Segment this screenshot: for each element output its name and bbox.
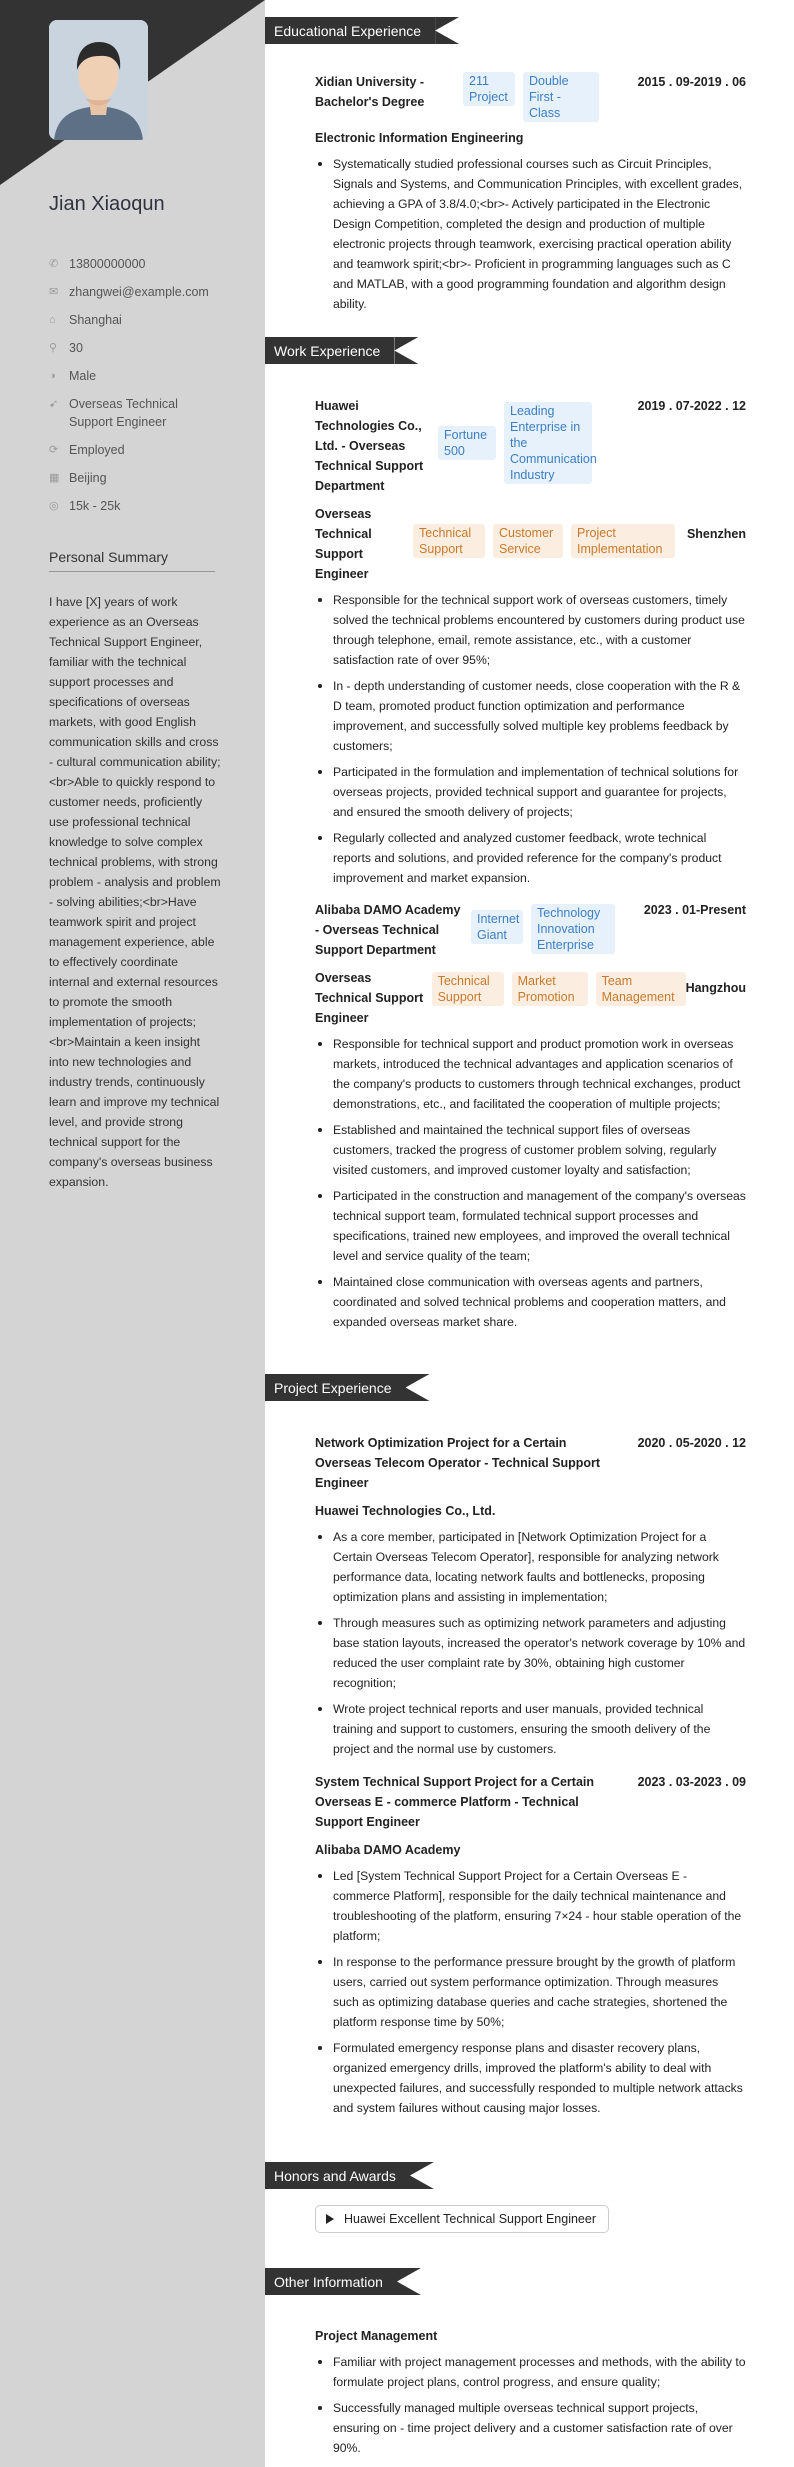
contact-text: Overseas Technical Support Engineer <box>69 397 178 429</box>
section-header-project <box>265 1374 430 1401</box>
contact-text: 30 <box>69 341 83 355</box>
company-tag: Fortune 500 <box>438 426 496 460</box>
contact-item <box>49 367 219 385</box>
location-icon: ⌂ <box>49 314 56 326</box>
role-tag: Technical Support <box>432 972 504 1006</box>
section-header-education <box>265 17 459 44</box>
other-entry <box>315 2326 746 2464</box>
project-org: Alibaba DAMO Academy <box>315 1843 461 1857</box>
contact-item <box>49 283 219 301</box>
ribbon-tail <box>397 2268 421 2295</box>
contact-text: Male <box>69 369 97 383</box>
section-header-work <box>265 337 418 364</box>
contact-item <box>49 395 219 431</box>
contact-item <box>49 311 219 329</box>
role-tag: Customer Service <box>493 524 563 558</box>
list-item: Through measures such as optimizing network parameters and adjusting base station layouts, increased the operator's network coverage by 10% and reduced the user complaint rate by 30%, obtaining high customer recognition; <box>315 1613 746 1693</box>
contact-text: Beijing <box>69 471 107 485</box>
play-icon <box>326 2214 334 2224</box>
list-item: Responsible for technical support and product promotion work in overseas markets, introduced the technical advantages and application scenarios of the company's products to customers through technical exchanges, product demonstrations, etc., and facilitated the cooperation of multiple projects; <box>315 1034 746 1114</box>
project-bullets <box>315 1866 746 2118</box>
award-name: Huawei Excellent Technical Support Engineer <box>344 2212 597 2226</box>
education-date: 2015 . 09-2019 . 06 <box>637 75 746 89</box>
candidate-name: Jian Xiaoqun <box>49 193 165 215</box>
contact-text: 13800000000 <box>69 257 146 271</box>
role-title: Overseas Technical Support Engineer <box>315 971 424 1025</box>
contact-item <box>49 441 219 459</box>
work-date: 2023 . 01-Present <box>643 903 746 917</box>
ribbon-tail <box>435 17 459 44</box>
other-bullets <box>315 2352 746 2458</box>
work-city: Shenzhen <box>686 527 746 541</box>
school-tag: Double First - Class <box>523 72 599 122</box>
project-entry <box>315 1772 746 2124</box>
contact-item <box>49 339 219 357</box>
contact-text: 15k - 25k <box>69 499 121 513</box>
work-city: Hangzhou <box>685 981 746 995</box>
list-item: Familiar with project management processes and methods, with the ability to formulate project plans, control progress, and ensure quality; <box>315 2352 746 2392</box>
award-item <box>315 2205 609 2233</box>
project-date: 2023 . 03-2023 . 09 <box>637 1775 746 1789</box>
list-item: In - depth understanding of customer needs, close cooperation with the R & D team, promoted product function optimization and performance improvement, and successfully solved multiple key problems feedback by customers; <box>315 676 746 756</box>
list-item: Established and maintained the technical support files of overseas customers, tracked the progress of customer problem solving, regularly visited customers, and improved customer loyalty and satisfaction; <box>315 1120 746 1180</box>
list-item: Regularly collected and analyzed customer feedback, wrote technical reports and solutions, and provided reference for the company's product improvement and market expansion. <box>315 828 746 888</box>
role-tag: Market Promotion <box>512 972 588 1006</box>
section-header-honors <box>265 2162 434 2189</box>
education-entry <box>315 72 746 320</box>
avatar <box>49 20 148 140</box>
contact-text: Employed <box>69 443 125 457</box>
company-name: Huawei Technologies Co., Ltd. - Overseas Technical Support Department <box>315 399 424 493</box>
mail-icon: ✉ <box>49 286 59 298</box>
company-tag: Internet Giant <box>471 910 523 944</box>
section-title: Educational Experience <box>265 17 435 44</box>
city-icon: ▦ <box>49 472 60 484</box>
school-tag: 211 Project <box>463 72 515 106</box>
section-title: Other Information <box>265 2268 397 2295</box>
list-item: Participated in the formulation and implementation of technical solutions for overseas projects, provided technical support and guarantee for projects, and ensured the smooth delivery of projects; <box>315 762 746 822</box>
status-icon: ⟳ <box>49 444 59 456</box>
work-bullets <box>315 590 746 888</box>
role-tag: Technical Support <box>413 524 485 558</box>
contact-item <box>49 469 219 487</box>
list-item: Maintained close communication with overseas agents and partners, coordinated and solved technical problems and cooperation matters, and expanded overseas market share. <box>315 1272 746 1332</box>
list-item: Formulated emergency response plans and disaster recovery plans, organized emergency drills, improved the platform's ability to deal with unexpected failures, and successfully responded to multiple network attacks and system failures without causing major losses. <box>315 2038 746 2118</box>
project-title: Network Optimization Project for a Certain Overseas Telecom Operator - Technical Support Engineer <box>315 1436 601 1490</box>
section-title: Project Experience <box>265 1374 406 1401</box>
contact-item <box>49 497 219 515</box>
sidebar <box>0 0 265 2467</box>
list-item: Successfully managed multiple overseas technical support projects, ensuring on - time project delivery and a customer satisfaction rate of over 90%. <box>315 2398 746 2458</box>
company-name: Alibaba DAMO Academy - Overseas Technical Support Department <box>315 903 461 957</box>
work-entry <box>315 900 746 1338</box>
contact-item <box>49 255 219 273</box>
section-header-other <box>265 2268 421 2295</box>
list-item: Wrote project technical reports and user manuals, provided technical training and support to customers, ensuring the smooth delivery of the project and the normal use by customers. <box>315 1699 746 1759</box>
age-icon: ⚲ <box>49 342 58 354</box>
school-name: Xidian University - Bachelor's Degree <box>315 75 425 109</box>
project-bullets <box>315 1527 746 1759</box>
list-item: Participated in the construction and management of the company's overseas technical support team, formulated technical support processes and specifications, trained new employees, and improved the overall technical level and service quality of the team; <box>315 1186 746 1266</box>
contact-text: zhangwei@example.com <box>69 285 209 299</box>
ribbon-tail <box>394 337 418 364</box>
list-item: Led [System Technical Support Project for a Certain Overseas E - commerce Platform], responsible for the daily technical maintenance and troubleshooting of the platform, ensuring 7×24 - hour stable operation of the platform; <box>315 1866 746 1946</box>
work-entry <box>315 396 746 894</box>
project-title: System Technical Support Project for a Certain Overseas E - commerce Platform - Technical Support Engineer <box>315 1775 595 1829</box>
section-title: Work Experience <box>265 337 394 364</box>
personal-summary-title: Personal Summary <box>49 549 215 572</box>
list-item: As a core member, participated in [Network Optimization Project for a Certain Overseas Telecom Operator], responsible for analyzing network performance data, locating network faults and bottlenecks, proposing optimization plans and assisting in implementation; <box>315 1527 746 1607</box>
list-item: Responsible for the technical support work of overseas customers, timely solved the technical problems encountered by customers during product use through telephone, email, remote assistance, etc., with a customer satisfaction rate of over 95%; <box>315 590 746 670</box>
role-title: Overseas Technical Support Engineer <box>315 507 372 581</box>
other-title: Project Management <box>315 2329 438 2343</box>
phone-icon: ✆ <box>49 258 59 270</box>
section-title: Honors and Awards <box>265 2162 410 2189</box>
role-tag: Team Management <box>596 972 686 1006</box>
project-date: 2020 . 05-2020 . 12 <box>637 1436 746 1450</box>
major: Electronic Information Engineering <box>315 131 524 145</box>
list-item: In response to the performance pressure brought by the growth of platform users, carried out system performance optimization. Through measures such as optimizing database queries and cache strategies, shortened the platform response time by 50%; <box>315 1952 746 2032</box>
company-tag: Technology Innovation Enterprise <box>531 904 615 954</box>
education-bullets <box>315 154 746 314</box>
role-tag: Project Implementation <box>571 524 675 558</box>
contact-text: Shanghai <box>69 313 122 327</box>
work-bullets <box>315 1034 746 1332</box>
contact-list <box>49 255 219 525</box>
work-date: 2019 . 07-2022 . 12 <box>637 399 746 413</box>
ribbon-tail <box>406 1374 430 1401</box>
company-tag: Leading Enterprise in the Communication Industry <box>504 402 592 484</box>
ribbon-tail <box>410 2162 434 2189</box>
position-icon: ➹ <box>49 398 59 410</box>
project-entry <box>315 1433 746 1765</box>
personal-summary-text: I have [X] years of work experience as an Overseas Technical Support Engineer, familiar with the technical support processes and specifications of overseas markets, with good English communication skills and cross - cultural communication ability;<br>Able to quickly respond to customer needs, proficiently use professional technical knowledge to solve complex technical problems, with strong problem - analysis and problem - solving abilities;<br>Have teamwork spirit and project management experience, able to effectively coordinate internal and external resources to promote the smooth implementation of projects;<br>Maintain a keen insight into new technologies and industry trends, continuously learn and improve my technical level, and provide strong technical support for the company's overseas business expansion. <box>49 595 221 1189</box>
list-item: Systematically studied professional courses such as Circuit Principles, Signals and Systems, and Communication Principles, with excellent grades, achieving a GPA of 3.8/4.0;<br>- Actively participated in the Electronic Design Competition, completed the design and production of multiple electronic projects through teamwork, exercising practical operation ability and teamwork spirit;<br>- Proficient in programming languages such as C and MATLAB, with a good programming foundation and algorithm design ability. <box>315 154 746 314</box>
project-org: Huawei Technologies Co., Ltd. <box>315 1504 496 1518</box>
gender-icon: ◑ <box>49 370 56 382</box>
salary-icon: ◎ <box>49 500 59 512</box>
